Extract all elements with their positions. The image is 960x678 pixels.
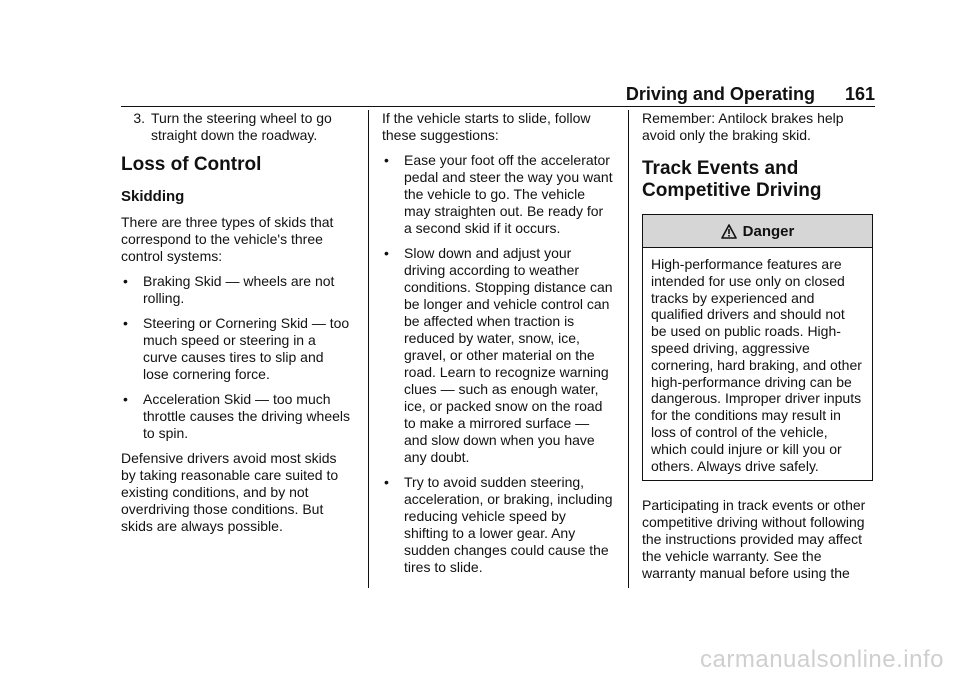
header-rule — [121, 106, 875, 107]
track-title-line-2: Competitive Driving — [642, 180, 822, 201]
section-title-loss-of-control: Loss of Control — [121, 154, 262, 175]
page-header — [0, 82, 875, 106]
column-divider-1 — [368, 110, 369, 588]
bullet-marker: • — [123, 273, 128, 289]
bullet-marker: • — [384, 474, 389, 490]
danger-callout-body: High-performance features are intended for use only on closed tracks by experienced and qualified drivers and should not be used on public roads. High-speed driving, aggressive cornering, hard braking, and other high-performance driving can be dangerous. Improper driver inputs for the conditions may result in loss of control of the vehicle, which could injure or kill you or others. Always drive safely. — [651, 256, 862, 474]
list-item — [382, 152, 614, 237]
step-number: 3. — [133, 110, 145, 126]
list-item-text: Steering or Cornering Skid — too much speed or steering in a curve causes tires to slip and lose cornering force. — [143, 315, 350, 382]
list-item — [382, 245, 614, 466]
watermark: carmanualsonline.info — [700, 646, 944, 673]
column-1 — [121, 110, 353, 543]
list-item-text: Acceleration Skid — too much throttle causes the driving wheels to spin. — [143, 391, 350, 441]
bullet-marker: • — [123, 315, 128, 331]
danger-callout — [642, 214, 873, 481]
list-item-text: Braking Skid — wheels are not rolling. — [143, 273, 335, 306]
track-events-paragraph: Participating in track events or other competitive driving without following the instructions provided may affect the vehicle warranty. See the warranty manual before using the — [642, 497, 866, 582]
column-3 — [642, 110, 876, 590]
defensive-drivers-paragraph: Defensive drivers avoid most skids by taking reasonable care suited to existing conditions, and by not overdriving those conditions. But skids are always possible. — [121, 450, 339, 534]
antilock-remember-paragraph: Remember: Antilock brakes help avoid only the braking skid. — [642, 110, 844, 143]
track-title-line-1: Track Events and — [642, 158, 799, 179]
bullet-marker: • — [123, 391, 128, 407]
page-number: 161 — [844, 84, 875, 104]
list-item-text: Try to avoid sudden steering, acceleration, or braking, including reducing vehicle speed by shifting to a lower gear. Any sudden changes could cause the tires to slide. — [404, 474, 613, 575]
section-title-track-events — [642, 158, 876, 202]
column-divider-2 — [628, 110, 629, 588]
slide-intro-paragraph: If the vehicle starts to slide, follow these suggestions: — [382, 110, 591, 143]
list-item — [121, 273, 353, 307]
danger-label: Danger — [742, 222, 795, 240]
skid-intro-paragraph: There are three types of skids that correspond to the vehicle's three control systems: — [121, 214, 334, 264]
header-section-title: Driving and Operating — [625, 84, 815, 104]
list-item — [121, 391, 353, 442]
subsection-title-skidding: Skidding — [121, 188, 185, 205]
list-item-text: Ease your foot off the accelerator pedal and steer the way you want the vehicle to go. The vehicle may straighten out. Be ready for a second skid if it occurs. — [404, 152, 613, 236]
list-item — [382, 474, 614, 576]
bullet-marker: • — [384, 245, 389, 261]
numbered-step-3 — [121, 110, 353, 144]
column-2 — [382, 110, 614, 584]
warning-triangle-icon — [721, 224, 737, 239]
bullet-marker: • — [384, 152, 389, 168]
list-item — [121, 315, 353, 383]
list-item-text: Slow down and adjust your driving according to weather conditions. Stopping distance can be longer and vehicle control can be affected when traction is reduced by water, snow, ice, gravel, or other material on the road. Learn to recognize warning clues — such as enough water, ice, or packed snow on the road to make a mirrored surface — and slow down when you have any doubt. — [404, 245, 613, 465]
danger-callout-header — [643, 215, 872, 248]
step-text: Turn the steering wheel to go straight down the roadway. — [151, 110, 332, 143]
